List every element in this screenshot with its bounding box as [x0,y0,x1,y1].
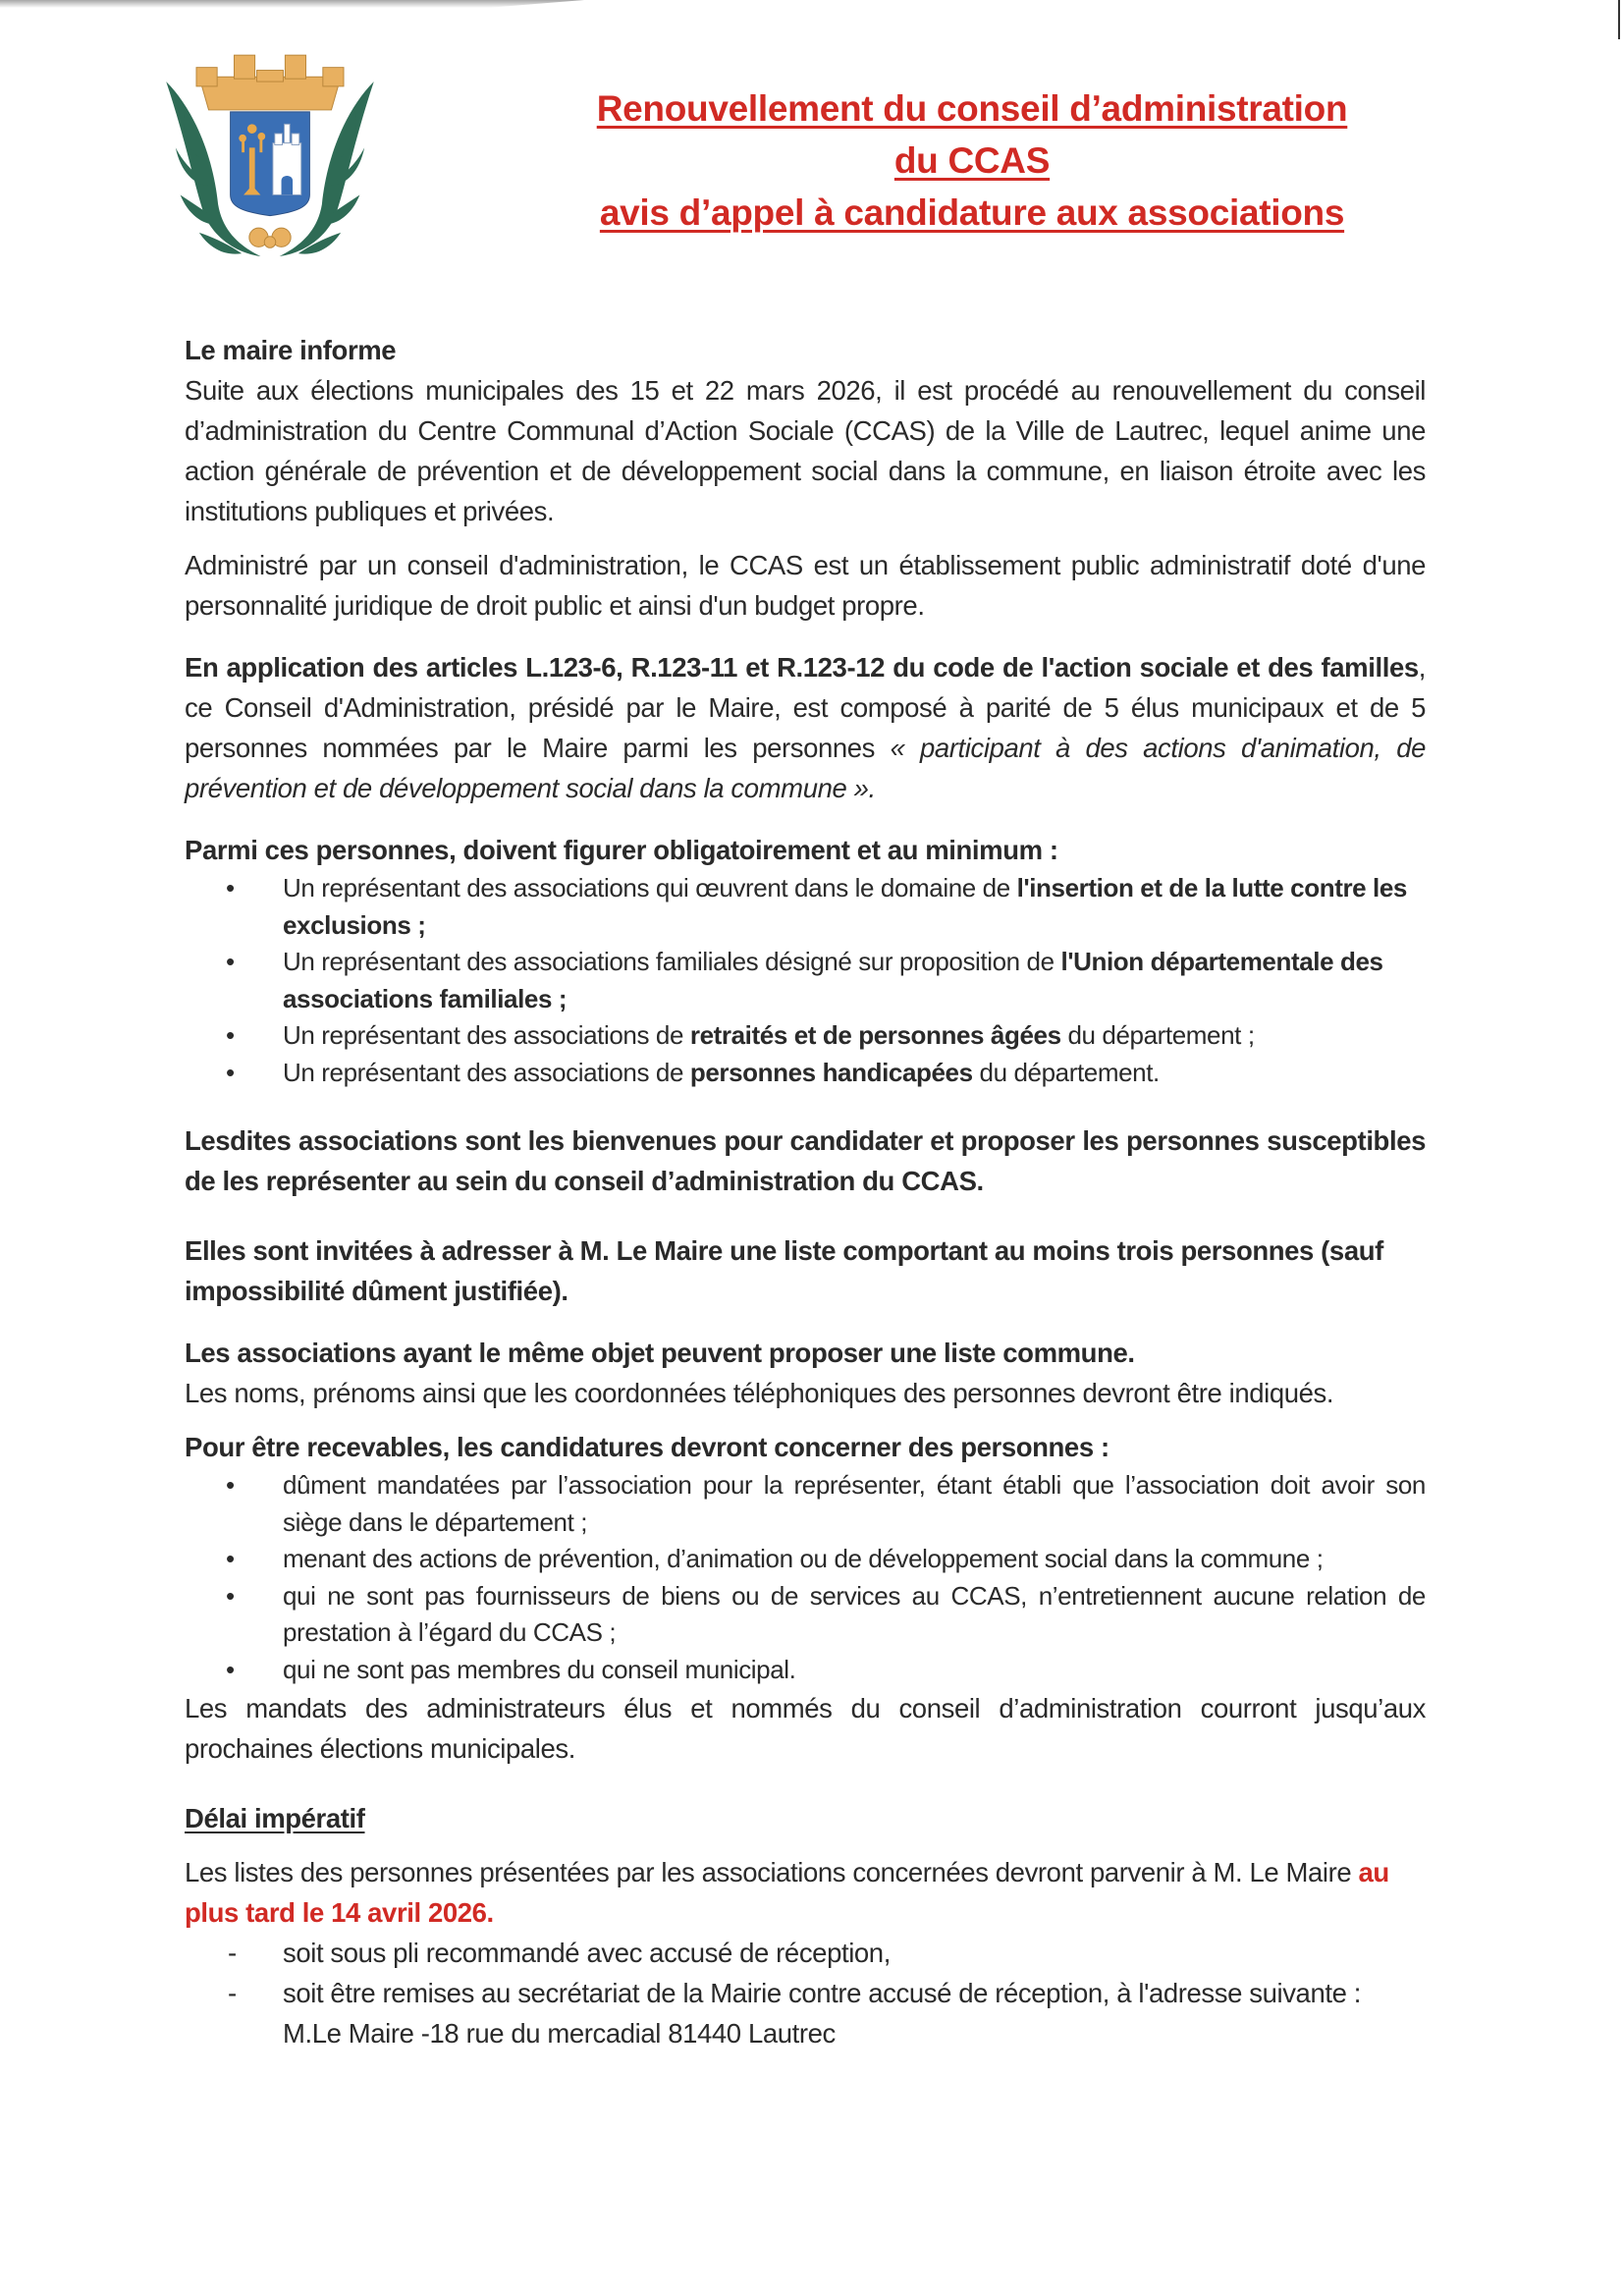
list-item: • qui ne sont pas fournisseurs de biens ou de services au CCAS, n’entretiennent aucune relation de prestation à l’égard du CCAS ; [283,1578,1426,1652]
scan-edge-shadow [0,0,1623,8]
coat-of-arms-icon [147,39,393,275]
common-list-heading: Les associations ayant le même objet peuvent proposer une liste commune. [185,1338,1135,1368]
deadline-text: Les listes des personnes présentées par les associations concernées devront parvenir à M. Le Maire [185,1857,1359,1887]
members-list [185,870,1426,1091]
list-item-text: Un représentant des associations familiales désigné sur proposition de [283,947,1061,976]
list-item: • qui ne sont pas membres du conseil municipal. [283,1652,1426,1689]
admin-paragraph: Administré par un conseil d'administration, le CCAS est un établissement public administratif doté d'une personnalité juridique de droit public et ainsi d'un budget propre. [185,550,1426,621]
common-list-text: Les noms, prénoms ainsi que les coordonnées téléphoniques des personnes devront être indiqués. [185,1378,1334,1408]
list-item-text: Un représentant des associations de [283,1020,690,1050]
title-line-3: avis d’appel à candidature aux associations [599,192,1345,233]
title-line-2: du CCAS [893,140,1051,181]
title-line-1: Renouvellement du conseil d’administration [596,88,1348,129]
document-body [185,330,1426,2053]
deadline-date: au plus tard le 14 avril 2026. [185,1857,1389,1928]
list-item-text: du département ; [1060,1020,1255,1050]
list-item: - soit sous pli recommandé avec accusé de réception, [283,1933,1426,1973]
list-item-bold: personnes handicapées [689,1057,973,1087]
list-item-text: Un représentant des associations de [283,1057,690,1087]
intro-paragraph: Suite aux élections municipales des 15 et 22 mars 2026, il est procédé au renouvellement du conseil d’administration du Centre Communal d’Action Sociale (CCAS) de la Ville de Lautrec, lequel anime une action générale de prévention et de développement social dans la commune, en liaison étroite avec les institutions publiques et privées. [185,375,1426,526]
list-item-bold: retraités et de personnes âgées [689,1020,1061,1050]
intro-heading: Le maire informe [185,335,397,365]
list-item-text: Un représentant des associations qui œuvrent dans le domaine de [283,873,1017,902]
invite-paragraph: Elles sont invitées à adresser à M. Le Maire une liste comportant au moins trois personnes (sauf impossibilité dûment justifiée). [185,1235,1383,1306]
submission-methods-list [185,1933,1426,2053]
deadline-heading: Délai impératif [185,1803,365,1833]
members-heading: Parmi ces personnes, doivent figurer obligatoirement et au minimum : [185,835,1058,865]
list-item [283,1017,1426,1055]
list-item [283,944,1426,1017]
articles-paragraph [185,647,1426,808]
list-item [283,1055,1426,1092]
list-item-text: du département. [972,1057,1160,1087]
document-title [530,82,1414,239]
articles-text: , ce Conseil d'Administration, présidé par le Maire, est composé à parité de 5 élus municipaux et de 5 personnes nommées par le Maire parmi les personnes [185,652,1426,763]
list-item-bold: l'insertion et de la lutte contre les exclusions ; [283,873,1407,940]
scan-edge-right [1618,0,1620,39]
list-item: - soit être remises au secrétariat de la Mairie contre accusé de réception, à l'adresse suivante : M.Le Maire -18 rue du mercadial 81440 Lautrec [283,1973,1426,2053]
list-item: • dûment mandatées par l’association pour la représenter, étant établi que l’association doit avoir son siège dans le département ; [283,1467,1426,1541]
eligibility-heading: Pour être recevables, les candidatures devront concerner des personnes : [185,1432,1109,1462]
list-item-bold: l'Union départementale des associations familiales ; [283,947,1383,1013]
list-item [283,870,1426,944]
list-item: • menant des actions de prévention, d’animation ou de développement social dans la commune ; [283,1541,1426,1578]
eligibility-list [185,1467,1426,1688]
articles-quote: « participant à des actions d'animation, de prévention et de développement social dans la commune ». [185,733,1426,803]
articles-reference: En application des articles L.123-6, R.123-11 et R.123-12 du code de l'action sociale et des familles [185,652,1419,683]
deadline-paragraph [185,1852,1426,1933]
welcome-paragraph: Lesdites associations sont les bienvenues pour candidater et proposer les personnes susceptibles de les représenter au sein du conseil d’administration du CCAS. [185,1125,1426,1196]
mandates-paragraph: Les mandats des administrateurs élus et nommés du conseil d’administration courront jusqu’aux prochaines élections municipales. [185,1693,1426,1764]
